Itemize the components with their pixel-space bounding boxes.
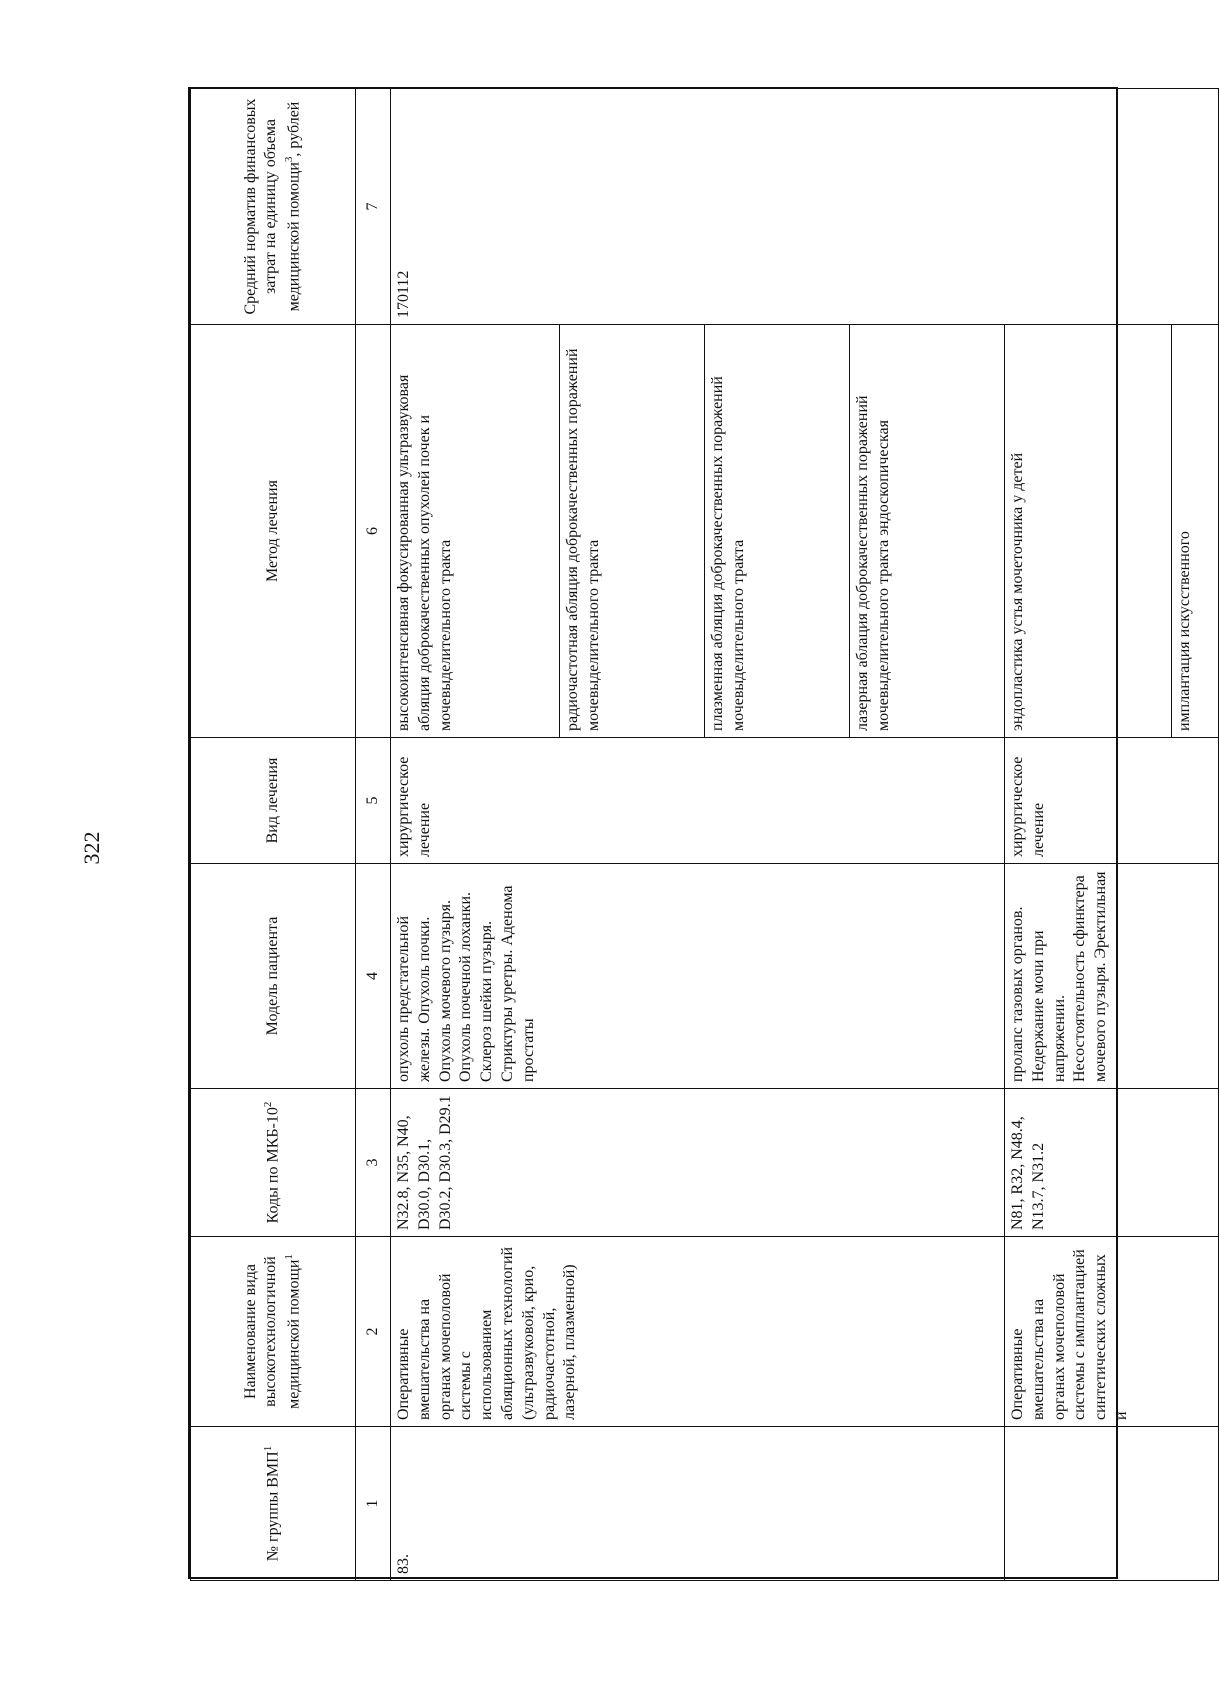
header-patient-model: Модель пациента	[191, 864, 356, 1089]
group-number	[1005, 1427, 1219, 1581]
treatment-type: хирургическое лечение	[1005, 738, 1219, 864]
vmp-name: Оперативные вмешательства на органах мочеполовой системы с имплантацией синтетических сложных и	[1005, 1237, 1219, 1427]
treatment-method: высокоинтенсивная фокусированная ультразвуковая абляция доброкачественных опухолей почек и мочевыделительного тракта	[391, 325, 560, 738]
page-number: 322	[79, 831, 104, 865]
table-frame	[188, 87, 1193, 1579]
column-number: 3	[356, 1089, 391, 1237]
icd-codes: N32.8, N35, N40, D30.0, D30.1, D30.2, D30.3, D29.1	[391, 1089, 1005, 1237]
icd-codes: N81, R32, N48.4, N13.7, N31.2	[1005, 1089, 1219, 1237]
column-number: 2	[356, 1237, 391, 1427]
table-row	[391, 89, 560, 1581]
header-vmp-name: Наименование вида высокотехнологичной медицинской помощи$^1$	[191, 1237, 356, 1427]
treatment-method: лазерная аблация доброкачественных поражений мочевыделительного тракта эндоскопическая	[850, 325, 1005, 738]
header-treatment-type: Вид лечения	[191, 738, 356, 864]
patient-model: опухоль предстательной железы. Опухоль почки. Опухоль мочевого пузыря. Опухоль почечной лоханки. Склероз шейки пузыря. Стриктуры уретры. Аденома простаты	[391, 864, 1005, 1089]
header-treatment-method: Метод лечения	[191, 325, 356, 738]
header-row	[191, 89, 356, 1581]
header-avg-cost: Средний норматив финансовых затрат на единицу объема медицинской помощи$^3$, рублей	[191, 89, 356, 325]
vmp-table	[190, 88, 1219, 1581]
column-number: 5	[356, 738, 391, 864]
treatment-method: радиочастотная абляция доброкачественных поражений мочевыделительного тракта	[560, 325, 705, 738]
vmp-name: Оперативные вмешательства на органах мочеполовой системы с использованием абляционных технологий (ультразвуковой, крио, радиочастотной, лазерной, плазменной)	[391, 1237, 1005, 1427]
column-numbers-row	[356, 89, 391, 1581]
treatment-method: эндопластика устья мочеточника у детей	[1005, 325, 1172, 738]
column-number: 1	[356, 1427, 391, 1581]
column-number: 6	[356, 325, 391, 738]
rotated-table-container	[190, 89, 1193, 1581]
group-number: 83.	[391, 1427, 1005, 1581]
header-group-number: № группы ВМП$^1$	[191, 1427, 356, 1581]
avg-cost: 170112	[391, 89, 1219, 325]
header-icd-codes: Коды по МКБ-$10^2$	[191, 1089, 356, 1237]
treatment-method: плазменная абляция доброкачественных поражений мочевыделительного тракта	[705, 325, 850, 738]
patient-model: пролапс тазовых органов. Недержание мочи при напряжении. Несостоятельность сфинктера мочевого пузыря. Эректильная	[1005, 864, 1219, 1089]
column-number: 7	[356, 89, 391, 325]
treatment-method: имплантация искусственного	[1172, 325, 1219, 738]
column-number: 4	[356, 864, 391, 1089]
treatment-type: хирургическое лечение	[391, 738, 1005, 864]
